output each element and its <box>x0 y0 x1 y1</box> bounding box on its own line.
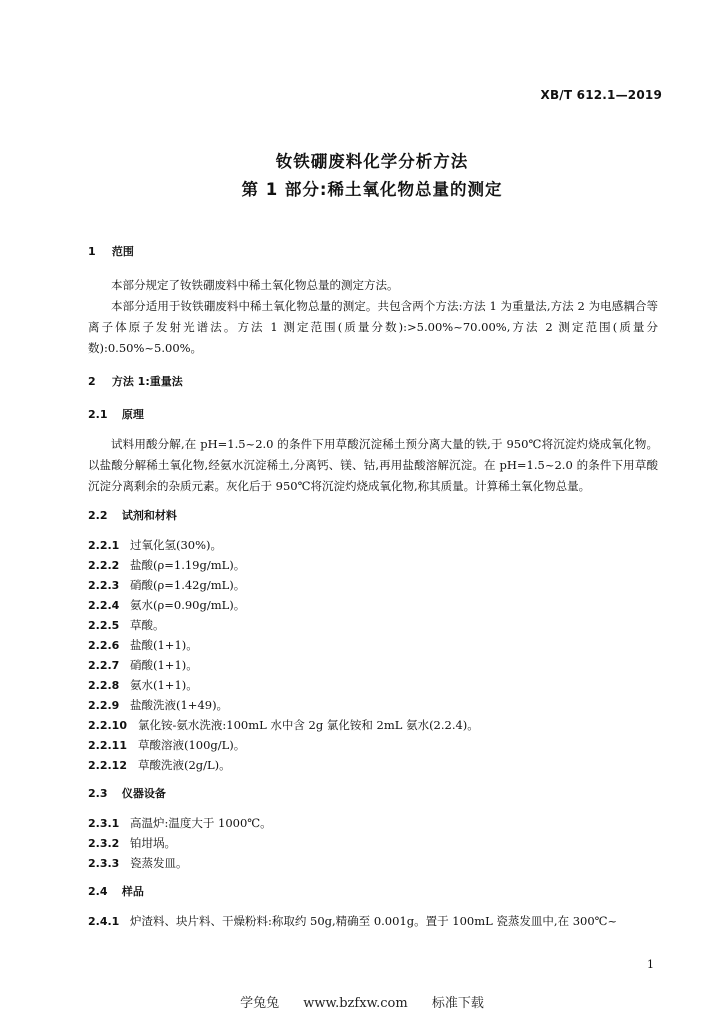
list-item <box>88 755 658 775</box>
item-text: 氯化铵-氨水洗液:100mL 水中含 2g 氯化铵和 2mL 氨水(2.2.4)。 <box>138 718 479 732</box>
subsection-title: 原理 <box>121 408 144 421</box>
subsection-number: 2.4 <box>88 885 108 898</box>
subsection-number: 2.2 <box>88 509 108 522</box>
item-number: 2.2.1 <box>88 539 120 552</box>
item-number: 2.3.1 <box>88 817 120 830</box>
item-number: 2.2.7 <box>88 659 120 672</box>
item-number: 2.2.4 <box>88 599 120 612</box>
watermark-url[interactable]: www.bzfxw.com <box>303 996 408 1011</box>
document-body <box>88 242 658 931</box>
item-text: 瓷蒸发皿。 <box>130 856 188 870</box>
watermark-text: 标准下载 <box>431 996 484 1011</box>
item-text: 高温炉:温度大于 1000℃。 <box>130 816 272 830</box>
list-item <box>88 535 658 555</box>
section-title: 范围 <box>111 245 134 258</box>
item-text: 氨水(1+1)。 <box>130 678 198 692</box>
paragraph: 本部分适用于钕铁硼废料中稀土氧化物总量的测定。共包含两个方法:方法 1 为重量法,方法 2 为电感耦合等离子体原子发射光谱法。方法 1 测定范围(质量分数):>5.00%~70.00%,方法 2 测定范围(质量分数):0.50%~5.00%。 <box>88 299 658 355</box>
section-title: 方法 1:重量法 <box>111 375 183 388</box>
subsection-number: 2.3 <box>88 787 108 800</box>
standard-code: XB/T 612.1—2019 <box>540 88 662 102</box>
item-number: 2.2.12 <box>88 759 127 772</box>
subsection-2-1-heading <box>88 405 658 425</box>
item-number: 2.2.6 <box>88 639 120 652</box>
item-number: 2.2.2 <box>88 559 120 572</box>
list-item <box>88 555 658 575</box>
list-item <box>88 853 658 873</box>
section-2-heading <box>88 372 658 392</box>
list-item <box>88 911 658 931</box>
subsection-2-3-heading <box>88 784 658 804</box>
item-number: 2.3.3 <box>88 857 120 870</box>
item-text: 硝酸(ρ=1.42g/mL)。 <box>130 578 246 592</box>
item-text: 氨水(ρ=0.90g/mL)。 <box>130 598 246 612</box>
list-item <box>88 575 658 595</box>
item-number: 2.2.11 <box>88 739 127 752</box>
paragraph: 试料用酸分解,在 pH=1.5~2.0 的条件下用草酸沉淀稀土预分离大量的铁,于 950℃将沉淀灼烧成氧化物。以盐酸分解稀土氧化物,经氨水沉淀稀土,分离钙、镁、钴,再用盐酸溶解沉淀。在 pH=1.5~2.0 的条件下用草酸沉淀分离剩余的杂质元素。灰化后于 950℃将沉淀灼烧成氧化物,称其质量。计算稀土氧化物总量。 <box>88 437 658 493</box>
watermark <box>0 992 724 1011</box>
item-text: 盐酸(ρ=1.19g/mL)。 <box>130 558 246 572</box>
item-text: 草酸溶液(100g/L)。 <box>138 738 246 752</box>
document-title <box>0 148 724 204</box>
subsection-title: 试剂和材料 <box>121 509 177 522</box>
item-text: 铂坩埚。 <box>130 836 176 850</box>
item-text: 硝酸(1+1)。 <box>130 658 198 672</box>
page-number: 1 <box>647 958 654 971</box>
subsection-number: 2.1 <box>88 408 108 421</box>
item-text: 过氧化氢(30%)。 <box>130 538 223 552</box>
paragraph: 本部分规定了钕铁硼废料中稀土氧化物总量的测定方法。 <box>111 278 399 292</box>
item-text: 炉渣料、块片料、干燥粉料:称取约 50g,精确至 0.001g。置于 100mL 瓷蒸发皿中,在 300℃~ <box>130 914 618 928</box>
item-number: 2.2.3 <box>88 579 120 592</box>
item-text: 草酸洗液(2g/L)。 <box>138 758 231 772</box>
section-1-heading <box>88 242 658 262</box>
section-number: 1 <box>88 245 96 258</box>
equipment-list <box>88 813 658 873</box>
title-line-2: 第 1 部分:稀土氧化物总量的测定 <box>241 180 503 199</box>
item-text: 盐酸(1+1)。 <box>130 638 198 652</box>
item-text: 草酸。 <box>130 618 165 632</box>
item-number: 2.3.2 <box>88 837 120 850</box>
section-number: 2 <box>88 375 96 388</box>
item-number: 2.4.1 <box>88 915 120 928</box>
list-item <box>88 635 658 655</box>
list-item <box>88 833 658 853</box>
subsection-2-4-heading <box>88 882 658 902</box>
list-item <box>88 813 658 833</box>
sample-list <box>88 911 658 931</box>
item-number: 2.2.9 <box>88 699 120 712</box>
subsection-title: 样品 <box>121 885 144 898</box>
list-item <box>88 615 658 635</box>
list-item <box>88 655 658 675</box>
list-item <box>88 675 658 695</box>
subsection-2-2-heading <box>88 506 658 526</box>
list-item <box>88 695 658 715</box>
item-number: 2.2.10 <box>88 719 127 732</box>
title-line-1: 钕铁硼废料化学分析方法 <box>275 152 469 171</box>
list-item <box>88 715 658 735</box>
reagent-list <box>88 535 658 775</box>
subsection-title: 仪器设备 <box>121 787 166 800</box>
item-number: 2.2.8 <box>88 679 120 692</box>
item-text: 盐酸洗液(1+49)。 <box>130 698 229 712</box>
list-item <box>88 595 658 615</box>
item-number: 2.2.5 <box>88 619 120 632</box>
list-item <box>88 735 658 755</box>
watermark-site: 学兔兔 <box>240 996 280 1011</box>
